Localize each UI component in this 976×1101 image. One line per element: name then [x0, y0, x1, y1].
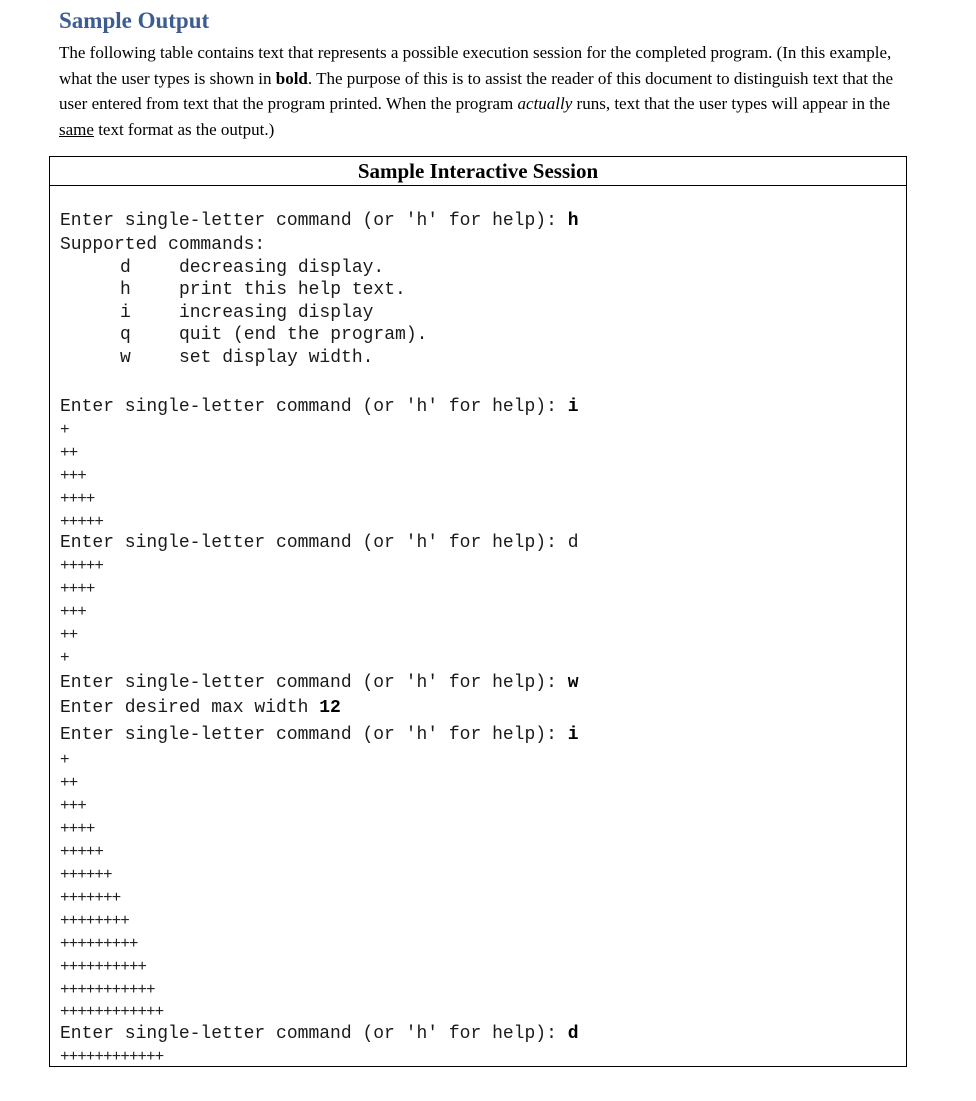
user-input: h	[567, 211, 579, 231]
prompt-text: Enter single-letter command (or 'h' for help):	[60, 533, 568, 553]
prompt-text: Enter single-letter command (or 'h' for help):	[60, 397, 568, 417]
plus-row	[60, 511, 103, 533]
plus-row-text: ++++++++++	[60, 958, 147, 976]
plus-row	[60, 465, 86, 487]
plus-row-text: +++++++	[60, 889, 121, 907]
intro-paragraph	[59, 40, 919, 142]
plus-row-text: ++++	[60, 580, 95, 598]
plus-row	[60, 749, 69, 771]
plus-row	[60, 864, 112, 886]
user-input: w	[567, 673, 579, 693]
plus-row	[60, 795, 86, 817]
user-input: 12	[319, 698, 341, 718]
prompt-text: Enter single-letter command (or 'h' for help):	[60, 1024, 568, 1044]
intro-underline-word: same	[59, 119, 94, 139]
prompt-line	[60, 672, 579, 694]
plus-row	[60, 979, 155, 1001]
prompt-text: Enter single-letter command (or 'h' for help):	[60, 725, 568, 745]
help-command-key: h	[120, 280, 131, 300]
plus-row-text: +++	[60, 603, 86, 621]
prompt-line	[60, 396, 579, 418]
session-table	[49, 156, 907, 1067]
plus-row-text: +++++	[60, 843, 104, 861]
plus-row-text: ++++	[60, 820, 95, 838]
plus-row	[60, 442, 77, 464]
plus-row-text: ++++++	[60, 866, 112, 884]
intro-text: text format as the output.)	[93, 119, 275, 139]
intro-text: The following table contains text that represents a possible execution session for the completed program. (In this example, what the user types is shown in	[59, 43, 892, 88]
prompt-text: Enter single-letter command (or 'h' for help):	[60, 211, 568, 231]
plus-row	[60, 624, 77, 646]
plus-row	[60, 555, 103, 577]
width-prompt-line	[60, 697, 341, 719]
plus-row-text: ++	[60, 774, 78, 792]
plus-row-text: ++	[60, 444, 78, 462]
help-command-description: decreasing display.	[179, 258, 385, 278]
help-command-description: print this help text.	[179, 280, 406, 300]
intro-text: . The purpose of this is to assist the reader of this document to distinguish text that the user entered from text that the program printed. When the program	[59, 68, 894, 113]
prompt-line	[60, 532, 579, 554]
help-command-description: quit (end the program).	[179, 325, 428, 345]
plus-row-text: +	[60, 421, 69, 439]
plus-row	[60, 419, 69, 441]
plus-row	[60, 647, 69, 669]
prompt-line	[60, 210, 579, 232]
plus-row-text: +++++++++++	[60, 981, 155, 999]
plus-row	[60, 1001, 163, 1023]
plus-row	[60, 772, 77, 794]
prompt-text: Enter desired max width	[60, 698, 320, 718]
plus-row	[60, 578, 94, 600]
help-heading: Supported commands:	[60, 235, 266, 255]
plus-row-text: ++++++++++++	[60, 1048, 164, 1066]
help-command-key: q	[120, 325, 131, 345]
help-command-description: increasing display	[179, 303, 374, 323]
plus-row-text: ++++++++	[60, 912, 129, 930]
intro-text: runs, text that the user types will appear in the	[572, 94, 891, 113]
help-command-key: i	[120, 303, 131, 323]
plus-row	[60, 841, 103, 863]
help-command-description: set display width.	[179, 348, 374, 368]
help-command-key: d	[120, 258, 131, 278]
plus-row-text: +++	[60, 467, 86, 485]
session-table-title: Sample Interactive Session	[50, 157, 906, 186]
plus-row-text: +++++	[60, 513, 104, 531]
plus-row-text: +++++++++	[60, 935, 138, 953]
user-input: d	[567, 533, 579, 553]
plus-row	[60, 956, 146, 978]
plus-row	[60, 887, 120, 909]
prompt-line	[60, 724, 579, 746]
plus-row	[60, 1046, 163, 1068]
section-heading: Sample Output	[59, 8, 210, 33]
plus-row	[60, 488, 94, 510]
plus-row-text: +	[60, 649, 69, 667]
plus-row-text: +++	[60, 797, 86, 815]
help-command-key: w	[120, 348, 131, 368]
plus-row	[60, 818, 94, 840]
plus-row-text: +	[60, 751, 69, 769]
user-input: i	[567, 397, 579, 417]
plus-row-text: ++++	[60, 490, 95, 508]
intro-bold-word: bold	[275, 68, 308, 88]
plus-row-text: ++	[60, 626, 78, 644]
plus-row-text: ++++++++++++	[60, 1003, 164, 1021]
user-input: d	[567, 1024, 579, 1044]
plus-row	[60, 601, 86, 623]
prompt-line	[60, 1023, 579, 1045]
plus-row-text: +++++	[60, 557, 104, 575]
help-heading-line	[60, 234, 265, 256]
plus-row	[60, 933, 137, 955]
user-input: i	[567, 725, 579, 745]
intro-italic-word: actually	[517, 94, 573, 113]
plus-row	[60, 910, 129, 932]
prompt-text: Enter single-letter command (or 'h' for help):	[60, 673, 568, 693]
